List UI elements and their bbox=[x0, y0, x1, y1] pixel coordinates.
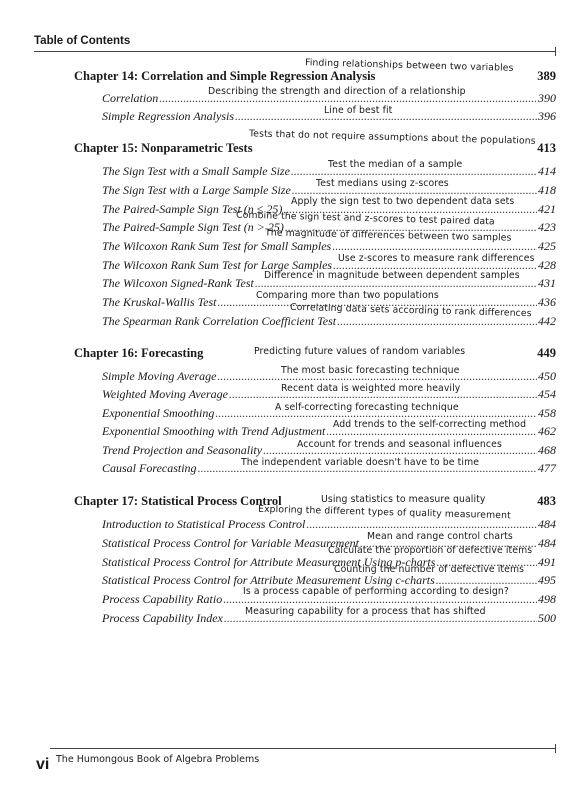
handwritten-note: Finding relationships between two variables bbox=[304, 57, 514, 74]
entry-title: Statistical Process Control for Variable Measurement bbox=[102, 536, 359, 550]
handwritten-note: The most basic forecasting technique bbox=[281, 365, 460, 376]
chapter-title: Chapter 14: Correlation and Simple Regression Analysis bbox=[74, 69, 376, 83]
handwritten-note: Recent data is weighted more heavily bbox=[281, 383, 461, 394]
handwritten-note: Exploring the different types of quality measurement bbox=[257, 503, 511, 522]
entry-page: 495 bbox=[538, 573, 556, 587]
handwritten-note: Correlating data sets according to rank differences bbox=[289, 301, 532, 320]
handwritten-note: Measuring capability for a process that has shifted bbox=[245, 606, 486, 617]
entry-title: Process Capability Ratio bbox=[102, 592, 223, 606]
entry-page: 484 bbox=[538, 517, 556, 531]
entry-title: The Sign Test with a Large Sample Size bbox=[102, 183, 291, 197]
entry-page: 450 bbox=[538, 369, 556, 383]
entry-title: The Kruskal-Wallis Test bbox=[102, 295, 217, 309]
handwritten-note: Using statistics to measure quality bbox=[321, 494, 486, 505]
handwritten-note: Describing the strength and direction of a relationship bbox=[208, 86, 466, 97]
handwritten-note: Predicting future values of random variables bbox=[254, 346, 466, 357]
entry-page: 396 bbox=[538, 109, 556, 123]
entry-page: 390 bbox=[538, 91, 556, 105]
entry-title: The Wilcoxon Rank Sum Test for Small Samples bbox=[102, 239, 332, 253]
entry-title: The Spearman Rank Correlation Coefficient Test bbox=[102, 314, 337, 328]
handwritten-note: Test the median of a sample bbox=[328, 159, 463, 170]
entry-page: 491 bbox=[538, 555, 556, 569]
handwritten-note: Mean and range control charts bbox=[367, 531, 513, 542]
chapter-title: Chapter 15: Nonparametric Tests bbox=[74, 141, 253, 155]
entry-title: Correlation bbox=[102, 91, 159, 105]
entry-page: 425 bbox=[538, 239, 556, 253]
entry-page: 477 bbox=[538, 461, 556, 475]
entry-page: 436 bbox=[538, 295, 556, 309]
entry-title: The Paired-Sample Sign Test (n > 25) bbox=[102, 220, 284, 234]
header-rule bbox=[34, 51, 556, 52]
handwritten-note: Apply the sign test to two dependent data sets bbox=[291, 196, 515, 207]
handwritten-note: Is a process capable of performing according to design? bbox=[243, 586, 509, 597]
chapter-title: Chapter 16: Forecasting bbox=[74, 346, 204, 360]
handwritten-note: Test medians using z-scores bbox=[316, 178, 449, 189]
entry-title: Introduction to Statistical Process Control bbox=[102, 517, 306, 531]
entry-title: Weighted Moving Average bbox=[102, 387, 228, 401]
entry-title: Simple Regression Analysis bbox=[102, 109, 234, 123]
book-title: The Humongous Book of Algebra Problems bbox=[56, 754, 260, 765]
entry-title: Simple Moving Average bbox=[102, 369, 217, 383]
handwritten-note: Tests that do not require assumptions about the populations bbox=[248, 128, 536, 147]
entry-title: The Wilcoxon Rank Sum Test for Large Samples bbox=[102, 258, 333, 272]
handwritten-note: The magnitude of differences between two samples bbox=[264, 227, 512, 244]
handwritten-note: Counting the number of defective items bbox=[334, 564, 525, 575]
entry-page: 500 bbox=[538, 611, 556, 625]
entry-page: 442 bbox=[538, 314, 556, 328]
entry-title: Exponential Smoothing with Trend Adjustment bbox=[102, 424, 326, 438]
handwritten-note: The independent variable doesn't have to be time bbox=[241, 457, 480, 468]
handwritten-note: Line of best fit bbox=[324, 105, 393, 116]
entry-title: Trend Projection and Seasonality bbox=[102, 443, 263, 457]
handwritten-note: Use z-scores to measure rank differences bbox=[338, 253, 535, 264]
handwritten-note: Combine the sign test and z-scores to test paired data bbox=[235, 209, 495, 228]
handwritten-note: Account for trends and seasonal influences bbox=[297, 439, 502, 450]
entry-page: 414 bbox=[538, 164, 556, 178]
entry-page: 462 bbox=[538, 424, 556, 438]
chapter-page: 389 bbox=[537, 69, 556, 83]
entry-page: 428 bbox=[538, 258, 556, 272]
entry-title: Exponential Smoothing bbox=[102, 406, 215, 420]
handwritten-note: Calculate the proportion of defective items bbox=[328, 545, 533, 556]
entry-title: The Wilcoxon Signed-Rank Test bbox=[102, 276, 254, 290]
entry-title: Process Capability Index bbox=[102, 611, 223, 625]
entry-page: 454 bbox=[538, 387, 556, 401]
entry-page: 431 bbox=[538, 276, 556, 290]
entry-title: Causal Forecasting bbox=[102, 461, 197, 475]
chapter-page: 483 bbox=[537, 494, 556, 508]
chapter-page: 449 bbox=[537, 346, 556, 360]
entry-page: 498 bbox=[538, 592, 556, 606]
handwritten-note: A self-correcting forecasting technique bbox=[275, 402, 459, 413]
entry-page: 423 bbox=[538, 220, 556, 234]
entry-title: The Sign Test with a Small Sample Size bbox=[102, 164, 290, 178]
entry-title: The Paired-Sample Sign Test (n ≤ 25) bbox=[102, 202, 283, 216]
footer-rule bbox=[50, 748, 556, 749]
footer-rule-end bbox=[555, 744, 556, 753]
chapter-title: Chapter 17: Statistical Process Control bbox=[74, 494, 282, 508]
page-number: vi bbox=[36, 756, 50, 773]
header-title: Table of Contents bbox=[34, 35, 131, 47]
handwritten-note: Comparing more than two populations bbox=[256, 290, 439, 301]
entry-page: 421 bbox=[538, 202, 556, 216]
entry-page: 418 bbox=[538, 183, 556, 197]
entry-title: Statistical Process Control for Attribute Measurement Using p-charts bbox=[102, 555, 436, 569]
entry-page: 468 bbox=[538, 443, 556, 457]
chapter-page: 413 bbox=[537, 141, 556, 155]
handwritten-note: Add trends to the self-correcting method bbox=[333, 419, 527, 430]
handwritten-note: Difference in magnitude between dependent samples bbox=[264, 270, 520, 281]
entry-page: 484 bbox=[538, 536, 556, 550]
entry-title: Statistical Process Control for Attribute Measurement Using c-charts bbox=[102, 573, 435, 587]
entry-page: 458 bbox=[538, 406, 556, 420]
header-rule-end bbox=[555, 47, 556, 56]
